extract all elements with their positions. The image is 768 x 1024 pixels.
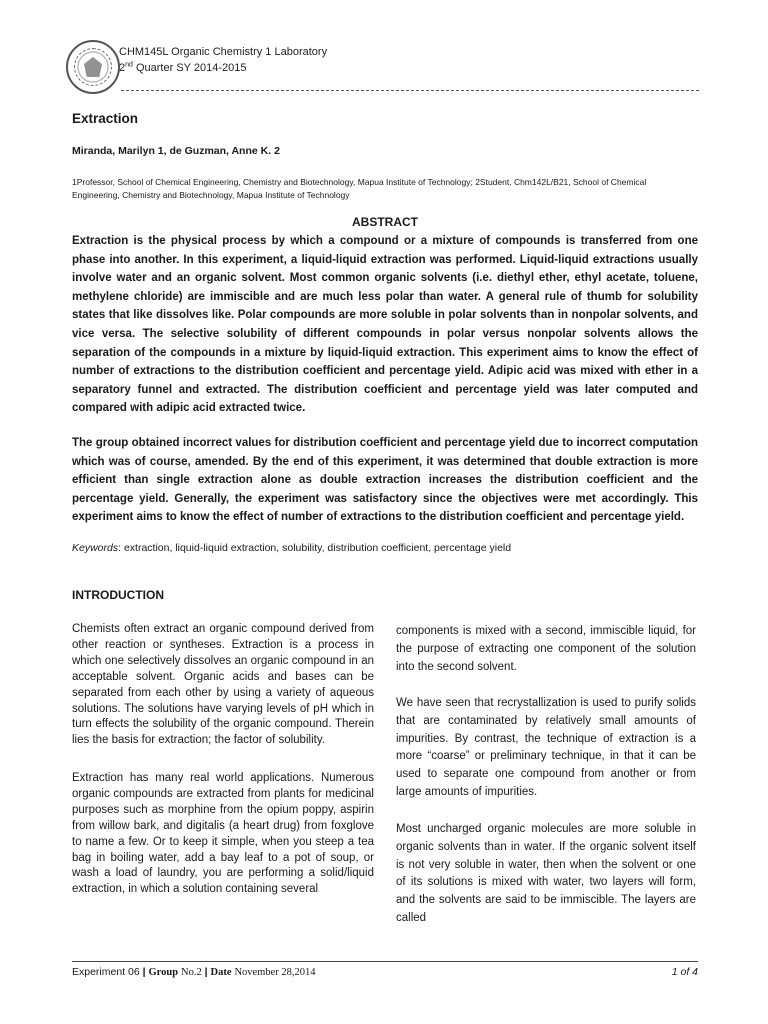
authors: Miranda, Marilyn 1, de Guzman, Anne K. 2	[72, 145, 280, 157]
intro-right-paragraph-1: components is mixed with a second, immiscible liquid, for the purpose of extracting one component of the solution into the second solvent.	[396, 625, 696, 673]
course-header: CHM145L Organic Chemistry 1 Laboratory	[119, 46, 328, 58]
footer-info	[72, 966, 316, 978]
abstract-paragraph-1: Extraction is the physical process by which a compound or a mixture of compounds is transferred from one phase into another. In this experiment, a liquid-liquid extraction was performed. Liquid-liquid extractions usually involve water and an organic solvent. Most common organic solvents (i.e. diethyl ether, ethyl acetate, toluene, methylene chloride) are immiscible and are much less polar than water. A general rule of thumb for solubility states that like dissolves like. Polar compounds are more soluble in polar solvents than in nonpolar solvents, and vice versa. The selective solubility of different compounds in polar versus nonpolar solvents allows the separation of the compounds in a mixture by liquid-liquid extraction. This experiment aims to know the effect of number of extractions to the distribution coefficient and percentage yield. Adipic acid was mixed with ether in a separatory funnel and extracted. The distribution coefficient and percentage yield was later computed and compared with adipic acid extracted twice.	[72, 235, 698, 415]
paper-title: Extraction	[72, 111, 139, 126]
footer-group-label: Group	[148, 967, 179, 978]
intro-left-paragraph-1: Chemists often extract an organic compound derived from other reaction or syntheses. Extraction is a process in which one selectively dissolves an organic compound in an acceptable solvent. Organic acids and bases can be separated from each other by using a variety of aqueous solutions. The solutions have varying levels of pH which in turn effects the solubility of the organic compound. Therein lies the basis for extraction; the factor of solubility.	[72, 623, 374, 747]
footer-separator: |	[142, 966, 146, 978]
footer-divider	[72, 961, 698, 962]
abstract-paragraph-2: The group obtained incorrect values for distribution coefficient and percentage yield due to incorrect computation which was of course, amended. By the end of this experiment, it was determined that double extraction is more efficient than single extraction alone as double extraction increases the distribution coefficient and the percentage yield. Generally, the experiment was satisfactory since the objectives were met accordingly. This experiment aims to know the effect of number of extractions to the distribution coefficient and percentage yield.	[72, 437, 698, 524]
intro-right-paragraph-2: We have seen that recrystallization is used to purify solids that are contaminated by relatively small amounts of impurities. By contrast, the technique of extraction is a more “coarse” or preliminary technique, in that it can be used to separate one compound from another or from large amounts of impurities.	[396, 697, 696, 798]
keywords	[72, 542, 511, 554]
footer-date-label: Date	[210, 967, 232, 978]
university-seal-logo	[66, 40, 120, 94]
footer-separator-2: |	[204, 966, 208, 978]
intro-left-paragraph-2: Extraction has many real world applications. Numerous organic compounds are extracted from plants for medicinal purposes such as morphine from the opium poppy, aspirin from willow bark, and digitalis (a heart drug) from foxglove to name a few. Or to keep it simple, when you steep a tea bag in boiling water, add a bay leaf to a pot of soup, or wash a load of laundry, you are performing a solid/liquid extraction, in which a solution containing several	[72, 772, 374, 896]
footer-experiment: Experiment 06	[72, 966, 140, 978]
header-divider	[121, 90, 699, 91]
intro-right-paragraph-3: Most uncharged organic molecules are more soluble in organic solvents than in water. If the organic solvent itself is not very soluble in water, then when the solvent or one of its solutions is mixed with water, two layers will form, and the solvents are said to be immiscible. The layers are called	[396, 823, 696, 924]
quarter-header: 2nd Quarter SY 2014-2015	[119, 61, 247, 74]
abstract-heading: ABSTRACT	[352, 215, 418, 229]
footer-date-value: November 28,2014	[234, 967, 316, 978]
keywords-label: Keywords	[72, 542, 119, 554]
keywords-text: : extraction, liquid-liquid extraction, solubility, distribution coefficient, percentage yield	[118, 542, 512, 554]
page-number: 1 of 4	[671, 966, 698, 978]
footer-group-value: No.2	[181, 967, 202, 978]
introduction-heading: INTRODUCTION	[72, 588, 164, 602]
affiliations: 1Professor, School of Chemical Engineering, Chemistry and Biotechnology, Mapua Institute of Technology; 2Student, Chm142L/B21, School of Chemical Engineering, Chemistry and Biotechnology, Mapua Institute of Technology	[72, 177, 647, 200]
